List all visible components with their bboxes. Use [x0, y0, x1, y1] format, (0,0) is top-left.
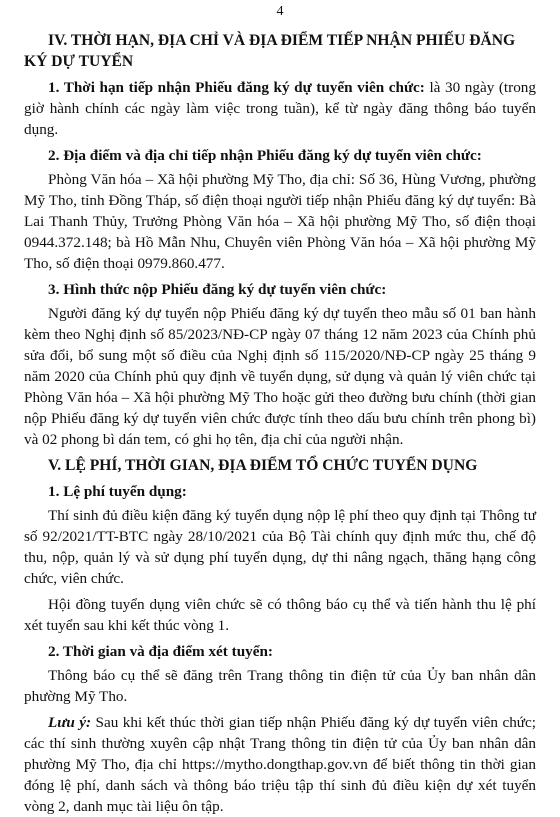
section-v-note — [24, 712, 536, 817]
section-iv — [24, 30, 536, 450]
section-iv-item-2-title: 2. Địa điểm và địa chỉ tiếp nhận Phiếu đăng ký dự tuyển viên chức: — [48, 147, 482, 164]
section-iv-item-3-text: Người đăng ký dự tuyển nộp Phiếu đăng ký dự tuyển theo mẫu số 01 ban hành kèm theo Nghị định số 85/2023/NĐ-CP ngày 07 tháng 12 năm 2023 của Chính phủ sửa đổi, bổ sung một số điều của Nghị định số 115/2020/NĐ-CP ngày 25 tháng 9 năm 2020 của Chính phủ quy định về tuyển dụng, sử dụng và quản lý viên chức tại Phòng Văn hóa – Xã hội phường Mỹ Tho hoặc gửi theo đường bưu chính (thời gian nộp Phiếu đăng ký dự tuyển viên chức được tính theo dấu bưu chính trên phong bì) và 02 phong bì dán tem, có ghi họ tên, địa chỉ của người nhận. — [24, 305, 536, 448]
section-v-item-2-title: 2. Thời gian và địa điểm xét tuyển: — [48, 643, 273, 660]
section-v-item-1-title: 1. Lệ phí tuyển dụng: — [48, 483, 187, 500]
section-v — [24, 455, 536, 817]
note-label: Lưu ý: — [48, 714, 92, 731]
section-iv-title: IV. THỜI HẠN, ĐỊA CHỈ VÀ ĐỊA ĐIỂM TIẾP NHẬN PHIẾU ĐĂNG KÝ DỰ TUYỂN — [24, 32, 516, 70]
section-v-item-2-text: Thông báo cụ thể sẽ đăng trên Trang thông tin điện tử của Ủy ban nhân dân phường Mỹ Tho. — [24, 667, 536, 705]
page-number: 4 — [276, 4, 284, 19]
section-iv-item-2-text: Phòng Văn hóa – Xã hội phường Mỹ Tho, địa chỉ: Số 36, Hùng Vương, phường Mỹ Tho, tỉnh Đồng Tháp, số điện thoại người tiếp nhận Phiếu đăng ký dự tuyển: Bà Lai Thanh Thủy, Trưởng Phòng Văn hóa – Xã hội phường Mỹ Tho, số điện thoại 0944.372.148; bà Hồ Mẫn Nhu, Chuyên viên Phòng Văn hóa – Xã hội phường Mỹ Tho, số điện thoại 0979.860.477. — [24, 171, 536, 272]
note-text: Sau khi kết thúc thời gian tiếp nhận Phiếu đăng ký dự tuyển viên chức; các thí sinh thường xuyên cập nhật Trang thông tin điện tử của Ủy ban nhân dân phường Mỹ Tho, địa chỉ https://mytho.dongthap.gov.vn để biết thông tin thời gian đóng lệ phí, danh sách và thông báo triệu tập thí sinh đủ điều kiện dự xét tuyển vòng 2, danh mục tài liệu ôn tập. — [24, 714, 536, 815]
section-iv-item-1 — [24, 77, 536, 140]
section-iv-item-1-title: 1. Thời hạn tiếp nhận Phiếu đăng ký dự tuyển viên chức: — [48, 79, 425, 96]
section-v-item-1-text-a: Thí sinh đủ điều kiện đăng ký tuyển dụng nộp lệ phí theo quy định tại Thông tư số 92/2021/TT-BTC ngày 28/10/2021 của Bộ Tài chính quy định mức thu, chế độ thu, nộp, quản lý và sử dụng phí tuyển dụng, dự thi nâng ngạch, thăng hạng công chức, viên chức. — [24, 507, 536, 587]
section-iv-item-1-text: là 30 ngày (trong giờ hành chính các ngày làm việc trong tuần), kể từ ngày đăng thông báo tuyển dụng. — [24, 79, 536, 138]
section-v-item-1-text-b: Hội đồng tuyển dụng viên chức sẽ có thông báo cụ thể và tiến hành thu lệ phí xét tuyển sau khi kết thúc vòng 1. — [24, 596, 536, 634]
section-iv-item-3-title: 3. Hình thức nộp Phiếu đăng ký dự tuyển viên chức: — [48, 281, 387, 298]
section-v-title: V. LỆ PHÍ, THỜI GIAN, ĐỊA ĐIỂM TỔ CHỨC TUYỂN DỤNG — [48, 457, 478, 474]
